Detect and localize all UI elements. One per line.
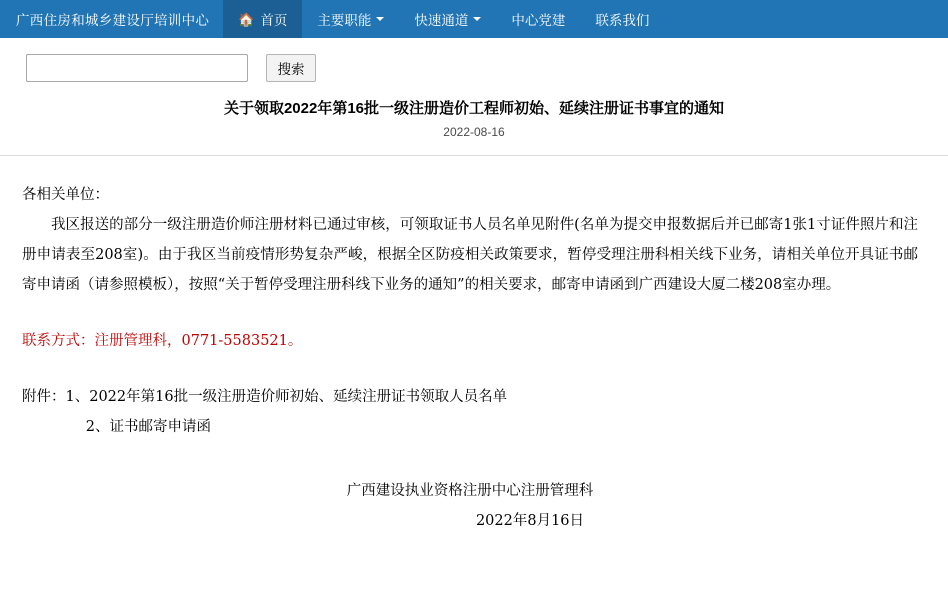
attachments-block [22, 382, 918, 442]
site-brand: 广西住房和城乡建设厅培训中心 [16, 13, 210, 28]
nav-item-fast-channel[interactable] [399, 0, 496, 38]
attachment-item-2[interactable]: 2、证书邮寄申请函 [85, 419, 212, 435]
chevron-down-icon [473, 17, 481, 21]
signature: 广西建设执业资格注册中心注册管理科 [346, 483, 594, 499]
nav-item-party-building-label: 中心党建 [511, 13, 566, 28]
search-input[interactable] [26, 54, 248, 82]
body-paragraph-1: 我区报送的部分一级注册造价师注册材料已通过审核，可领取证书人员名单见附件(名单为提交申报数据后并已邮寄1张1寸证件照片和注册申请表至208室)。由于我区当前疫情形势复杂严峻，根据全区防疫相关政策要求，暂停受理注册科相关线下业务，请相关单位开具证书邮寄申请函（请参照模板），按照“关于暂停受理注册科线下业务的通知”的相关要求，邮寄申请函到广西建设大厦二楼208室办理。 [22, 217, 918, 293]
nav-item-fast-channel-label: 快速通道 [414, 13, 469, 28]
attachment-line-2 [22, 412, 918, 442]
search-button[interactable]: 搜索 [266, 54, 316, 82]
attachment-item-1[interactable]: 1、2022年第16批一级注册造价师初始、延续注册证书领取人员名单 [65, 389, 508, 405]
page-title: 关于领取2022年第16批一级注册造价工程师初始、延续注册证书事宜的通知 [223, 100, 725, 117]
article-header [0, 96, 948, 139]
attachment-line-1 [22, 382, 918, 412]
search-bar [0, 38, 948, 96]
spacer [22, 356, 918, 382]
nav-item-home[interactable] [223, 0, 302, 38]
article-body [0, 156, 948, 536]
nav-item-main-functions-label: 主要职能 [317, 13, 372, 28]
chevron-down-icon [376, 17, 384, 21]
top-navigation-bar [0, 0, 948, 38]
home-icon: 🏠 [238, 11, 255, 27]
signature-date: 2022年8月16日 [475, 513, 585, 529]
nav-item-main-functions[interactable] [302, 0, 399, 38]
spacer [22, 300, 918, 326]
nav-item-party-building[interactable] [496, 0, 580, 38]
salutation: 各相关单位： [22, 187, 109, 203]
publish-date: 2022-08-16 [443, 125, 505, 139]
contact-line: 联系方式：注册管理科，0771-5583521。 [22, 333, 303, 349]
nav-item-contact-us-label: 联系我们 [595, 13, 650, 28]
nav-item-home-label: 首页 [260, 13, 288, 28]
article-footer [22, 476, 918, 536]
attachment-label: 附件： [22, 389, 66, 405]
nav-items [223, 0, 664, 38]
nav-item-contact-us[interactable] [580, 0, 664, 38]
